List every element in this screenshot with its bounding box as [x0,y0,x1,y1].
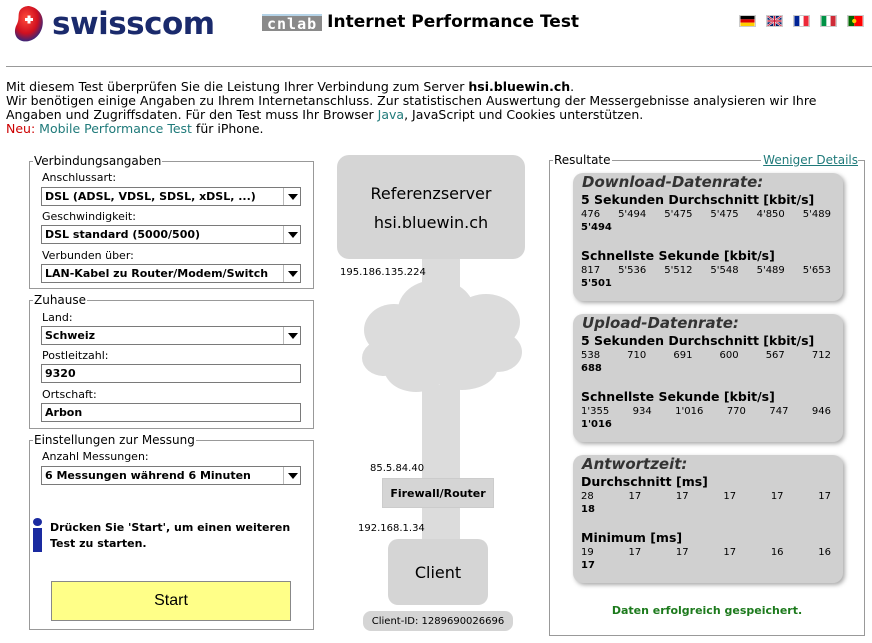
download-avg-title: 5 Sekunden Durchschnitt [kbit/s] [581,192,815,207]
value: 946 [811,406,831,417]
value: 817 [581,265,601,276]
intro-text [6,80,866,136]
flag-fr-icon[interactable] [793,15,810,27]
start-hint: Drücken Sie 'Start', um einen weiteren Test zu starten. [50,521,291,550]
info-icon [33,518,42,552]
server-host: hsi.bluewin.ch [373,213,489,232]
network-diagram [330,150,540,640]
start-button[interactable]: Start [51,581,291,621]
chevron-down-icon[interactable] [283,327,300,344]
value: 16 [818,547,831,558]
value: 5'489 [756,265,785,276]
mobile-test-link[interactable]: Mobile Performance Test [39,121,192,136]
language-flags [739,15,864,27]
brand-name: swisscom [52,6,215,42]
chevron-down-icon[interactable] [283,226,300,243]
value: 934 [632,406,652,417]
server-ip: 195.186.135.224 [340,267,426,278]
chevron-down-icon[interactable] [283,188,300,205]
intro-server: hsi.bluewin.ch [468,79,571,94]
header-divider [6,66,872,67]
value: 17 [628,491,642,502]
value: 5'653 [802,265,831,276]
latency-panel [573,455,843,583]
download-fastest-title: Schnellste Sekunde [kbit/s] [581,248,775,263]
value: 1'355 [581,406,610,417]
lan-ip: 192.168.1.34 [358,523,425,534]
value: 5'475 [710,209,739,220]
cnlab-logo: cnlab [262,14,322,31]
intro-line1-prefix: Mit diesem Test überprüfen Sie die Leistung Ihrer Verbindung zum Server [6,79,469,94]
internet-cloud-icon [358,278,524,396]
value: 476 [581,209,601,220]
measurement-count-value: 6 Messungen während 6 Minuten [45,469,251,482]
flag-pt-icon[interactable] [847,15,864,27]
value: 712 [811,350,831,361]
value: 17 [628,547,642,558]
less-details-link[interactable]: Weniger Details [763,153,858,167]
download-avg-values [581,209,831,220]
connection-type-select[interactable] [41,187,301,206]
value: 1'016 [675,406,704,417]
value: 5'489 [802,209,831,220]
client-id: Client-ID: 1289690026696 [363,611,513,631]
upload-fastest-title: Schnellste Sekunde [kbit/s] [581,389,775,404]
connection-type-label: Anschlussart: [42,171,117,184]
upload-avg-values [581,350,831,361]
flag-en-icon[interactable] [766,15,783,27]
latency-min-title: Minimum [ms] [581,530,683,545]
value: 747 [769,406,789,417]
country-value: Schweiz [45,329,96,342]
postal-code-input[interactable]: 9320 [41,364,301,383]
city-input[interactable]: Arbon [41,403,301,422]
home-title: Zuhause [34,293,87,307]
upload-title: Upload-Datenrate: [582,314,739,332]
latency-min-result: 17 [581,560,595,571]
latency-min-values [581,547,831,558]
intro-line3-prefix: Angaben und Zugriffsdaten. Für den Test muss Ihr Browser [6,107,378,122]
chevron-down-icon[interactable] [283,467,300,484]
server-title: Referenzserver [370,184,492,203]
flag-it-icon[interactable] [820,15,837,27]
upload-panel [573,314,843,442]
results-fieldset [549,153,865,636]
latency-title: Antwortzeit: [582,455,688,473]
latency-avg-values [581,491,831,502]
page-title: Internet Performance Test [327,12,580,32]
speed-label: Geschwindigkeit: [42,210,136,223]
value: 17 [723,547,737,558]
postal-code-label: Postleitzahl: [42,349,109,362]
value: 691 [673,350,693,361]
value: 5'536 [618,265,647,276]
upload-fastest-values [581,406,831,417]
value: 17 [770,491,784,502]
download-panel [573,173,843,301]
value: 19 [581,547,594,558]
download-fastest-result: 5'501 [581,278,612,289]
firewall-router: Firewall/Router [382,478,494,508]
saved-status: Daten erfolgreich gespeichert. [611,604,803,617]
measurement-count-label: Anzahl Messungen: [42,450,149,463]
value: 600 [719,350,739,361]
link-cloud-client [422,385,460,545]
latency-avg-result: 18 [581,504,595,515]
results-title: Resultate [554,153,611,167]
upload-fastest-result: 1'016 [581,419,612,430]
value: 16 [770,547,784,558]
swisscom-logo-icon [12,4,46,44]
measurement-title: Einstellungen zur Messung [34,433,195,447]
value: 710 [627,350,647,361]
upload-avg-result: 688 [581,363,602,374]
connection-fieldset [29,154,314,289]
java-link[interactable]: Java [377,107,405,122]
client-box: Client [388,539,488,605]
value: 538 [581,350,601,361]
value: 5'512 [664,265,693,276]
value: 17 [818,491,831,502]
value: 5'494 [618,209,647,220]
intro-line2: Wir benötigen einige Angaben zu Ihrem Internetanschluss. Zur statistischen Auswertung der Messergebnisse analysieren wir Ihre [6,93,817,108]
latency-avg-title: Durchschnitt [ms] [581,474,708,489]
download-avg-result: 5'494 [581,222,612,233]
speed-select[interactable] [41,225,301,244]
value: 5'475 [664,209,693,220]
measurement-count-select[interactable] [41,466,301,485]
home-fieldset [29,293,314,429]
value: 28 [581,491,594,502]
connection-type-value: DSL (ADSL, VDSL, SDSL, xDSL, ...) [45,190,256,203]
value: 567 [765,350,785,361]
connected-via-value: LAN-Kabel zu Router/Modem/Switch [45,267,269,280]
value: 17 [675,491,689,502]
connection-title: Verbindungsangaben [34,154,162,168]
download-title: Download-Datenrate: [582,173,764,191]
chevron-down-icon[interactable] [283,265,300,282]
wan-ip: 85.5.84.40 [370,463,425,474]
speed-value: DSL standard (5000/500) [45,228,201,241]
reference-server [337,155,525,259]
value: 17 [675,547,689,558]
value: 17 [723,491,737,502]
intro-line1-suffix: . [570,79,575,94]
connected-via-label: Verbunden über: [42,249,134,262]
value: 5'548 [710,265,739,276]
value: 4'850 [756,209,785,220]
connected-via-select[interactable] [41,264,301,283]
country-label: Land: [42,311,73,324]
swisscom-logo[interactable] [12,2,215,46]
country-select[interactable] [41,326,301,345]
flag-de-icon[interactable] [739,15,756,27]
intro-line4-suffix: für iPhone. [191,121,264,136]
new-label: Neu: [6,121,36,136]
intro-line3-suffix: , JavaScript und Cookies unterstützen. [404,107,644,122]
page-header [262,12,579,32]
download-fastest-values [581,265,831,276]
value: 770 [726,406,746,417]
upload-avg-title: 5 Sekunden Durchschnitt [kbit/s] [581,333,815,348]
city-label: Ortschaft: [42,388,97,401]
